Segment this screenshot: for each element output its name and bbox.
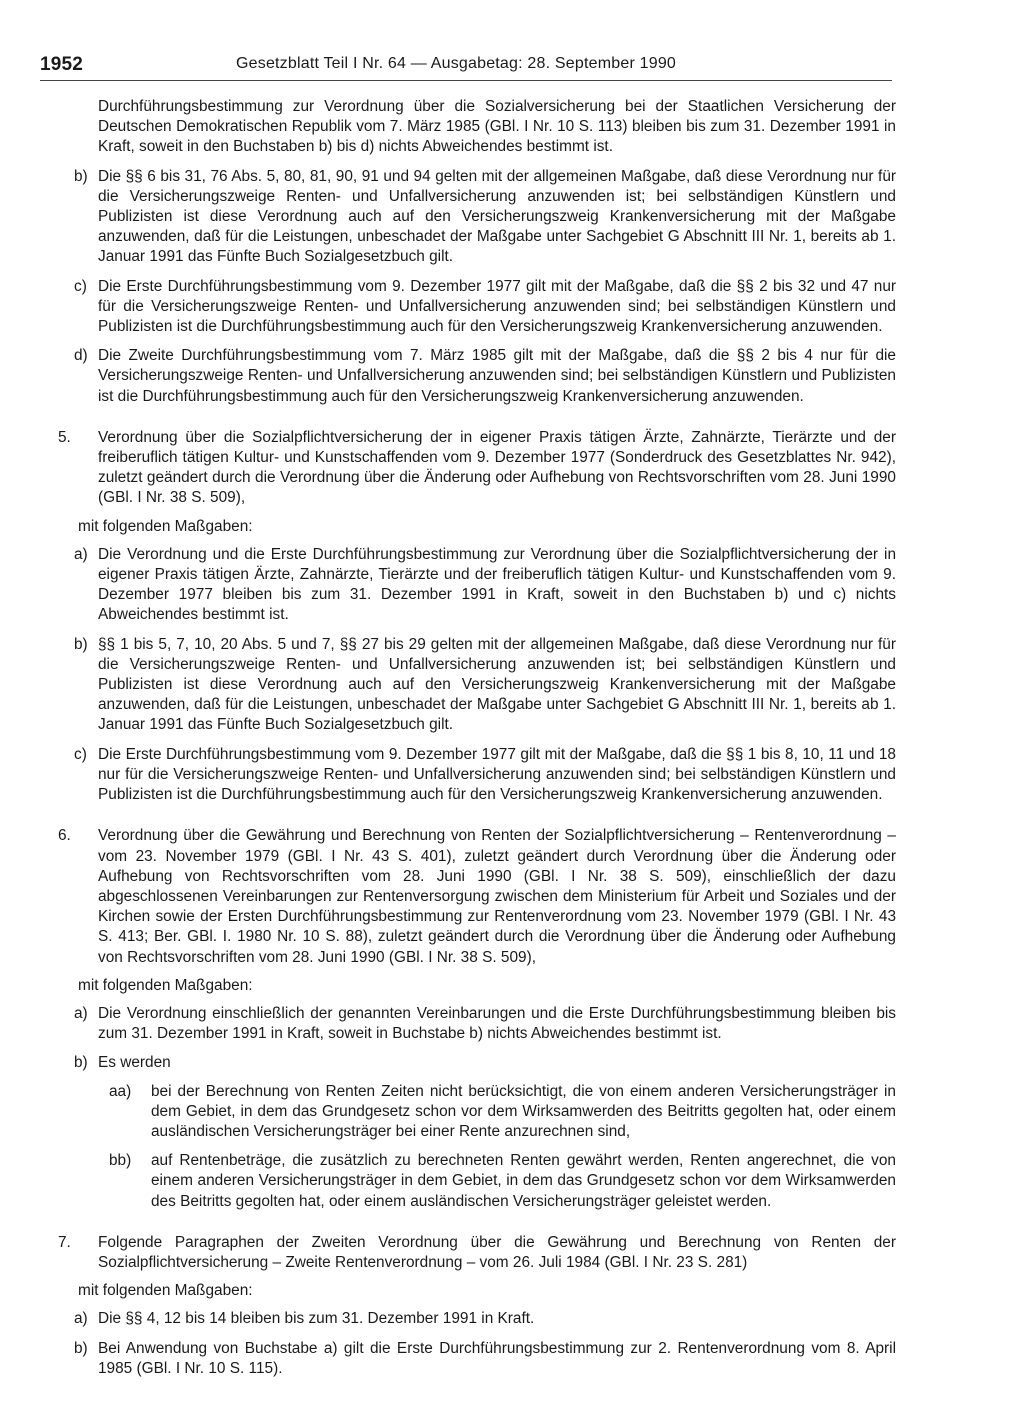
item-label: bb) <box>109 1152 132 1170</box>
item-6 <box>40 826 896 967</box>
page-header <box>40 50 892 81</box>
item-text: bei der Berechnung von Renten Zeiten nicht berücksichtigt, die von einem anderen Versicherungsträger in dem Gebiet, in dem das Grundgesetz schon vor dem Wirksamwerden des Beitritts gegolten hat, oder einem ausländischen Versicherungsträger bei einer Rente anzurechnen sind, <box>151 1082 896 1140</box>
running-title: Gesetzblatt Teil I Nr. 64 — Ausgabetag: 28. September 1990 <box>236 55 677 72</box>
subitem-b <box>40 1339 896 1379</box>
item-label: d) <box>74 347 88 365</box>
item-label: a) <box>74 1310 88 1328</box>
subitem-b <box>40 1053 896 1073</box>
subitem-d <box>40 346 896 407</box>
item-text: auf Rentenbeträge, die zusätzlich zu berechneten Renten gewährt werden, Renten angerechnet, die von einem anderen Versicherungsträger in dem Gebiet, in dem das Grundgesetz schon vor dem Wirksamwerden des Beitritts gegolten hat, oder einem ausländischen Versicherungsträger geleistet werden. <box>151 1152 896 1210</box>
item-text: Die Erste Durchführungsbestimmung vom 9. Dezember 1977 gilt mit der Maßgabe, daß die §§ 2 bis 32 und 47 nur für die Versicherungszweige Renten- und Unfallversicherung anzuwenden sind; bei selbständigen Künstlern und Publizisten ist die Durchführungsbestimmung auch für den Versicherungszweig Krankenversicherung anzuwenden. <box>98 277 896 336</box>
item-text: Die Erste Durchführungsbestimmung vom 9. Dezember 1977 gilt mit der Maßgabe, daß die §§ 1 bis 8, 10, 11 und 18 nur für die Versicherungszweige Renten- und Unfallversicherung anzuwenden sind; bei selbständigen Künstlern und Publizisten ist die Durchführungsbestimmung auch für den Versicherungszweig Krankenversicherung anzuwenden. <box>98 745 896 804</box>
item-text: Die Verordnung und die Erste Durchführungsbestimmung zur Verordnung über die Sozialpflichtversicherung der in eigener Praxis tätigen Ärzte, Zahnärzte, Tierärzte und der freiberuflich tätigen Kultur- und Kunstschaffenden vom 9. Dezember 1977 bleiben bis zum 31. Dezember 1991 in Kraft, soweit in den Buchstaben b) und c) nichts Abweichendes bestimmt ist. <box>98 545 896 624</box>
item-7 <box>40 1233 896 1273</box>
page-number: 1952 <box>40 54 84 75</box>
document-body <box>40 97 896 1379</box>
item-text: Durchführungsbestimmung zur Verordnung über die Sozialversicherung bei der Staatlichen Versicherung der Deutschen Demokratischen Republik vom 7. März 1985 (GBl. I Nr. 10 S. 113) bleiben bis zum 31. Dezember 1991 in Kraft, soweit in den Buchstaben b) bis d) nichts Abweichendes bestimmt ist. <box>98 98 896 156</box>
item-label: c) <box>74 277 87 295</box>
item-text: Die §§ 6 bis 31, 76 Abs. 5, 80, 81, 90, 91 und 94 gelten mit der allgemeinen Maßgabe, daß diese Verordnung nur für die Versicherungszweige Renten- und Unfallversicherung anzuwenden ist; bei selbständigen Künstlern und Publizisten ist diese Verordnung auch auf den Versicherungszweig Krankenversicherung mit der Maßgabe anzuwenden, daß für die Leistungen, unbeschadet der Maßgabe unter Sachgebiet G Abschnitt III Nr. 1, bereits ab 1. Januar 1991 das Fünfte Buch Sozialgesetzbuch gilt. <box>98 167 896 266</box>
item-text: Die §§ 4, 12 bis 14 bleiben bis zum 31. Dezember 1991 in Kraft. <box>98 1310 535 1328</box>
provisos-intro <box>40 517 896 537</box>
item-label: b) <box>74 167 88 185</box>
item-label: aa) <box>109 1082 132 1100</box>
provisos-intro <box>40 976 896 996</box>
item-text: Die Zweite Durchführungsbestimmung vom 7. März 1985 gilt mit der Maßgabe, daß die §§ 2 bis 4 nur für die Versicherungszweige Renten- und Unfallversicherung anzuwenden sind; bei selbständigen Künstlern und Publizisten ist die Durchführungsbestimmung auch für den Versicherungszweig Krankenversicherung anzuwenden. <box>98 347 896 405</box>
item-text: Die Verordnung einschließlich der genannten Vereinbarungen und die Erste Durchführungsbestimmung bleiben bis zum 31. Dezember 1991 in Kraft, soweit in Buchstabe b) nichts Abweichendes bestimmt ist. <box>98 1004 896 1043</box>
subitem-a <box>40 1004 896 1044</box>
subitem-a <box>40 545 896 626</box>
item-label: a) <box>74 545 88 563</box>
item-text: Bei Anwendung von Buchstabe a) gilt die Erste Durchführungsbestimmung zur 2. Rentenverordnung vom 8. April 1985 (GBl. I Nr. 10 S. 115). <box>98 1339 896 1377</box>
item-number: 6. <box>58 827 71 845</box>
subitem-b <box>40 167 896 268</box>
subitem-bb <box>40 1151 896 1212</box>
item-label: b) <box>74 1054 88 1072</box>
provisos-intro <box>40 1281 896 1301</box>
item-text: mit folgenden Maßgaben: <box>78 1282 253 1300</box>
subitem-b <box>40 635 896 736</box>
subitem-c <box>40 745 896 806</box>
item-text: Folgende Paragraphen der Zweiten Verordnung über die Gewährung und Berechnung von Renten der Sozialpflichtversicherung – Zweite Rentenverordnung – vom 26. Juli 1984 (GBl. I Nr. 23 S. 281) <box>98 1233 896 1271</box>
item-text: Es werden <box>98 1054 171 1072</box>
item-label: b) <box>74 1339 88 1357</box>
item-label: c) <box>74 745 87 763</box>
item-text: Verordnung über die Sozialpflichtversicherung der in eigener Praxis tätigen Ärzte, Zahnärzte, Tierärzte und der freiberuflich tätigen Kultur- und Kunstschaffenden vom 9. Dezember 1977 (Sonderdruck des Gesetzblattes Nr. 942), zuletzt geändert durch die Verordnung über die Änderung oder Aufhebung von Rechtsvorschriften vom 28. Juni 1990 (GBl. I Nr. 38 S. 509), <box>98 428 896 507</box>
subitem-aa <box>40 1082 896 1143</box>
item-number: 5. <box>58 428 71 446</box>
item-number: 7. <box>58 1233 71 1251</box>
item-text: mit folgenden Maßgaben: <box>78 517 253 535</box>
item-text: §§ 1 bis 5, 7, 10, 20 Abs. 5 und 7, §§ 27 bis 29 gelten mit der allgemeinen Maßgabe, daß diese Verordnung nur für die Versicherungszweige Renten- und Unfallversicherung anzuwenden ist; bei selbständigen Künstlern und Publizisten ist diese Verordnung auch auf den Versicherungszweig Krankenversicherung mit der Maßgabe anzuwenden, daß für die Leistungen, unbeschadet der Maßgabe unter Sachgebiet G Abschnitt III Nr. 1, bereits ab 1. Januar 1991 das Fünfte Buch Sozialgesetzbuch gilt. <box>98 635 896 734</box>
item-label: b) <box>74 635 88 653</box>
paragraph-continuation <box>40 97 896 158</box>
subitem-c <box>40 277 896 338</box>
item-text: Verordnung über die Gewährung und Berechnung von Renten der Sozialpflichtversicherung – Rentenverordnung – vom 23. November 1979 (GBl. I Nr. 43 S. 401), zuletzt geändert durch Verordnung über die Änderung oder Aufhebung von Rechtsvorschriften vom 28. Juni 1990 (GBl. I Nr. 38 S. 509), einschließlich der dazu abgeschlossenen Vereinbarungen zur Rentenversorgung zwischen dem Ministerium für Arbeit und Soziales und der Kirchen sowie der Ersten Durchführungsbestimmung zur Rentenverordnung vom 23. November 1979 (GBl. I Nr. 43 S. 413; Ber. GBl. I. 1980 Nr. 10 S. 88), zuletzt geändert durch die Verordnung über die Änderung oder Aufhebung von Rechtsvorschriften vom 28. Juni 1990 (GBl. I Nr. 38 S. 509), <box>98 827 896 966</box>
item-label: a) <box>74 1004 88 1022</box>
item-text: mit folgenden Maßgaben: <box>78 976 253 994</box>
subitem-a <box>40 1309 896 1329</box>
item-5 <box>40 428 896 509</box>
